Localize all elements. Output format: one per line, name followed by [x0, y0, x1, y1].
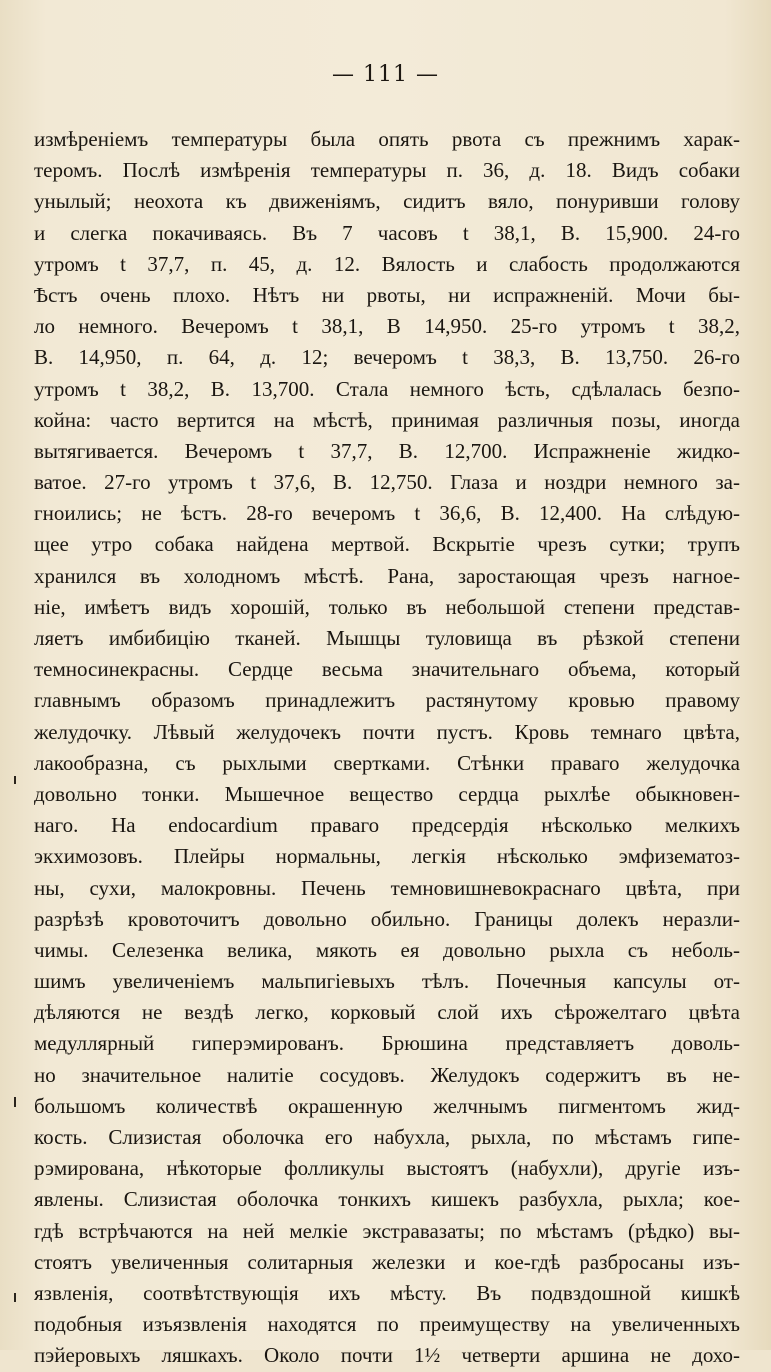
- text-line: койна: часто вертится на мѣстѣ, принимая различныя позы, иногда: [34, 407, 740, 432]
- text-line: хранился въ холодномъ мѣстѣ. Рана, заростающая чрезъ нагное-: [34, 563, 740, 588]
- text-line: ляетъ имбибицію тканей. Мышцы туловища въ рѣзкой степени: [34, 626, 740, 650]
- text-line: ны, сухи, малокровны. Печень темновишневокраснаго цвѣта, при: [34, 875, 740, 900]
- text-line: Ѣстъ очень плохо. Нѣтъ ни рвоты, ни испражненій. Мочи бы-: [34, 282, 740, 307]
- text-line: ватое. 27-го утромъ t 37,6, В. 12,750. Глаза и ноздри немного за-: [34, 470, 740, 495]
- text-line: ло немного. Вечеромъ t 38,1, В 14,950. 25-го утромъ t 38,2,: [34, 314, 740, 339]
- text-line: утромъ t 38,2, В. 13,700. Стала немного ѣсть, сдѣлалась безпо-: [34, 376, 740, 401]
- text-line: рэмирована, нѣкоторые фолликулы выстоятъ (набухли), другіе изъ-: [34, 1156, 740, 1181]
- text-line: измѣреніемъ температуры была опять рвота съ прежнимъ харак-: [34, 127, 740, 151]
- text-line: медуллярный гиперэмированъ. Брюшина представляетъ доволь-: [34, 1031, 740, 1056]
- text-line: дѣляются не вездѣ легко, корковый слой ихъ сѣрожелтаго цвѣта: [34, 1000, 740, 1025]
- text-line: В. 14,950, п. 64, д. 12; вечеромъ t 38,3, В. 13,750. 26-го: [34, 345, 740, 370]
- text-line: большомъ количествѣ окрашенную желчнымъ пигментомъ жид-: [34, 1093, 740, 1118]
- text-line: стоятъ увеличенныя солитарныя железки и кое-гдѣ разбросаны изъ-: [34, 1249, 740, 1274]
- text-line: чимы. Селезенка велика, мякоть ея довольно рыхла съ неболь-: [34, 937, 740, 962]
- ink-speck: [14, 1293, 16, 1302]
- ink-speck: [14, 1097, 16, 1107]
- text-line: унылый; неохота къ движеніямъ, сидитъ вяло, понуривши голову: [34, 189, 740, 214]
- text-line: наго. На endocardium праваго предсердія нѣсколько мелкихъ: [34, 813, 740, 838]
- text-line: главнымъ образомъ принадлежитъ растянутому кровью правому: [34, 688, 740, 713]
- text-line: подобныя изъязвленія находятся по преимуществу на увеличенныхъ: [34, 1312, 740, 1337]
- ink-speck: [14, 776, 16, 784]
- text-line: лакообразна, съ рыхлыми свертками. Стѣнки праваго желудочка: [34, 750, 740, 775]
- text-line: темносинекрасны. Сердце весьма значительнаго объема, который: [34, 657, 740, 682]
- text-line: вытягивается. Вечеромъ t 37,7, В. 12,700. Испражненіе жидко-: [34, 438, 740, 463]
- text-line: разрѣзѣ кровоточитъ довольно обильно. Границы долекъ неразли-: [34, 906, 740, 931]
- text-line: желудочку. Лѣвый желудочекъ почти пустъ. Кровь темнаго цвѣта,: [34, 719, 740, 744]
- text-line: теромъ. Послѣ измѣренія температуры п. 36, д. 18. Видъ собаки: [34, 158, 740, 183]
- body-text: [34, 124, 740, 1372]
- text-line: кость. Слизистая оболочка его набухла, рыхла, по мѣстамъ гипе-: [34, 1125, 740, 1149]
- text-line: язвленія, соотвѣтствующія ихъ мѣсту. Въ подвздошной кишкѣ: [34, 1280, 740, 1305]
- page-number: — 111 —: [332, 62, 439, 87]
- text-line: пэйеровыхъ ляшкахъ. Около почти 1½ четверти аршина не дохо-: [34, 1343, 740, 1368]
- text-line: гноились; не ѣстъ. 28-го вечеромъ t 36,6, В. 12,400. На слѣдую-: [34, 501, 740, 526]
- text-line: щее утро собака найдена мертвой. Вскрытіе чрезъ сутки; трупъ: [34, 532, 740, 557]
- text-line: но значительное налитіе сосудовъ. Желудокъ содержитъ въ не-: [34, 1062, 740, 1087]
- text-line: экхимозовъ. Плейры нормальны, легкія нѣсколько эмфизематоз-: [34, 844, 740, 869]
- text-line: и слегка покачиваясь. Въ 7 часовъ t 38,1, В. 15,900. 24-го: [34, 220, 740, 245]
- text-line: ніе, имѣетъ видъ хорошій, только въ небольшой степени представ-: [34, 594, 740, 619]
- text-line: довольно тонки. Мышечное вещество сердца рыхлѣе обыкновен-: [34, 781, 740, 806]
- text-line: утромъ t 37,7, п. 45, д. 12. Вялость и слабость продолжаются: [34, 251, 740, 276]
- text-line: шимъ увеличеніемъ мальпигіевыхъ тѣлъ. Почечныя капсулы от-: [34, 969, 740, 994]
- text-line: явлены. Слизистая оболочка тонкихъ кишекъ разбухла, рыхла; кое-: [34, 1187, 740, 1212]
- text-line: гдѣ встрѣчаются на ней мелкіе экстравазаты; по мѣстамъ (рѣдко) вы-: [34, 1218, 740, 1243]
